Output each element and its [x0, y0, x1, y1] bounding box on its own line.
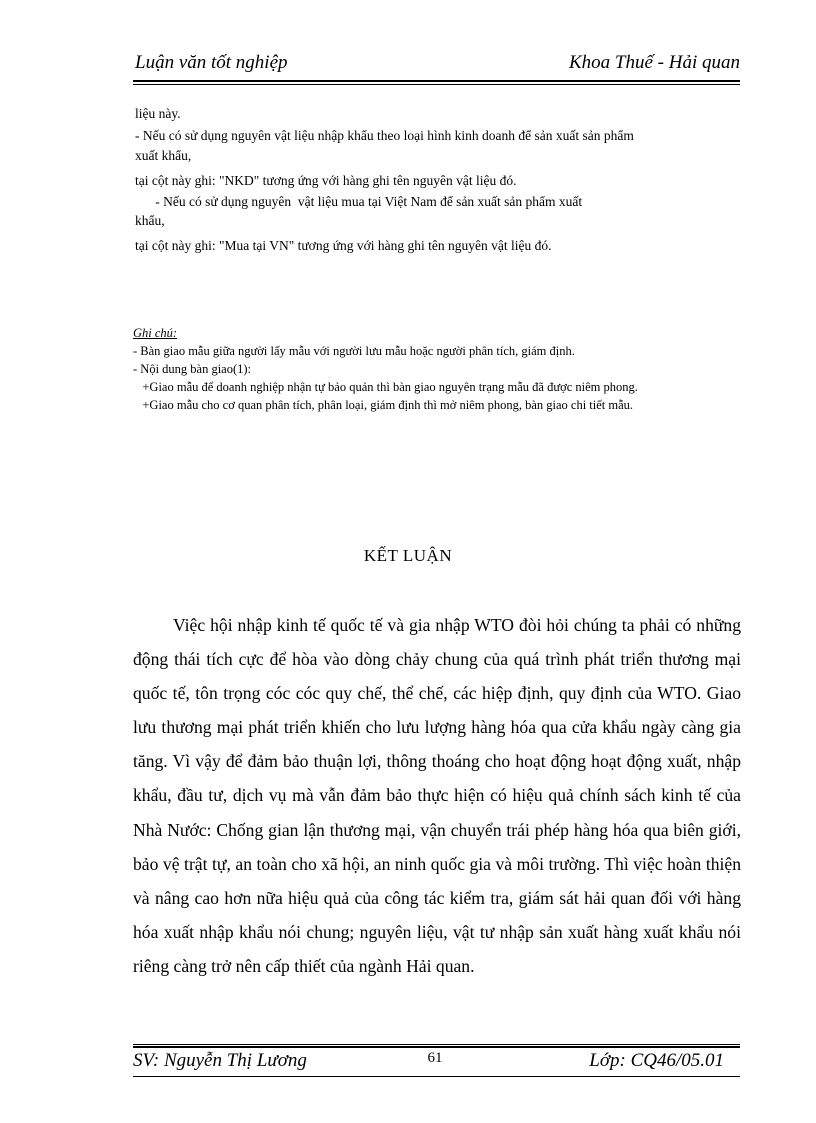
body-line-4: tại cột này ghi: "NKD" tương ứng với hàng ghi tên nguyên vật liệu đó. [135, 173, 517, 188]
conclusion-title: KẾT LUẬN [363, 546, 453, 565]
header-left-title: Luận văn tốt nghiệp [135, 52, 288, 73]
note-line-3: +Giao mẫu để doanh nghiệp nhận tự bảo quản thì bàn giao nguyên trạng mẫu đã được niêm phong. [133, 380, 638, 394]
footer-rule [133, 1044, 740, 1045]
footer-rule-thick [133, 1046, 740, 1048]
note-title: Ghi chú: [133, 326, 178, 340]
body-line-5: - Nếu có sử dụng nguyên vật liệu mua tại Việt Nam để sản xuất sản phẩm xuất [135, 194, 583, 209]
header-right-title: Khoa Thuế - Hải quan [569, 52, 740, 73]
conclusion-paragraph: Việc hội nhập kinh tế quốc tế và gia nhập WTO đòi hỏi chúng ta phải có những động thái tích cực để hòa vào dòng chảy chung của quá trình phát triển thương mại quốc tế, tôn trọng cóc cóc quy chế, thể chế, các hiệp định, quy định của WTO. Giao lưu thương mại phát triển khiến cho lưu lượng hàng hóa qua cửa khẩu ngày càng gia tăng. Vì vậy để đảm bảo thuận lợi, thông thoáng cho hoạt động hoạt động xuất, nhập khẩu, đầu tư, dịch vụ mà vẫn đảm bảo thực hiện có hiệu quả chính sách kinh tế của Nhà Nước: Chống gian lận thương mại, vận chuyển trái phép hàng hóa qua biên giới, bảo vệ trật tự, an toàn cho xã hội, an ninh quốc gia và môi trường. Thì việc hoàn thiện và nâng cao hơn nữa hiệu quả của công tác kiểm tra, giám sát hải quan đối với hàng hóa xuất nhập khẩu nói chung; nguyên liệu, vật tư nhập sản xuất hàng xuất khẩu nói riêng càng trở nên cấp thiết của ngành Hải quan. [133, 615, 741, 976]
header-rule-thin [133, 84, 740, 85]
note-line-2: - Nội dung bàn giao(1): [133, 362, 252, 376]
body-line-3: xuất khẩu, [135, 148, 192, 163]
page-number: 61 [427, 1050, 443, 1066]
footer-student-name: SV: Nguyễn Thị Lương [133, 1050, 307, 1071]
body-line-7: tại cột này ghi: "Mua tại VN" tương ứng với hàng ghi tên nguyên vật liệu đó. [135, 238, 552, 253]
body-line-1: liệu này. [135, 106, 181, 121]
footer-rule-bottom [133, 1076, 740, 1077]
note-line-4: +Giao mẫu cho cơ quan phân tích, phân loại, giám định thì mở niêm phong, bàn giao chi tiết mẫu. [133, 398, 634, 412]
footer-class: Lớp: CQ46/05.01 [589, 1050, 724, 1071]
body-line-2: - Nếu có sử dụng nguyên vật liệu nhập khẩu theo loại hình kinh doanh để sản xuất sản phẩm [135, 128, 634, 143]
note-line-1: - Bàn giao mẫu giữa người lấy mẫu với người lưu mẫu hoặc người phân tích, giám định. [133, 344, 575, 358]
body-line-6: khẩu, [135, 213, 165, 228]
header-rule [133, 80, 740, 82]
